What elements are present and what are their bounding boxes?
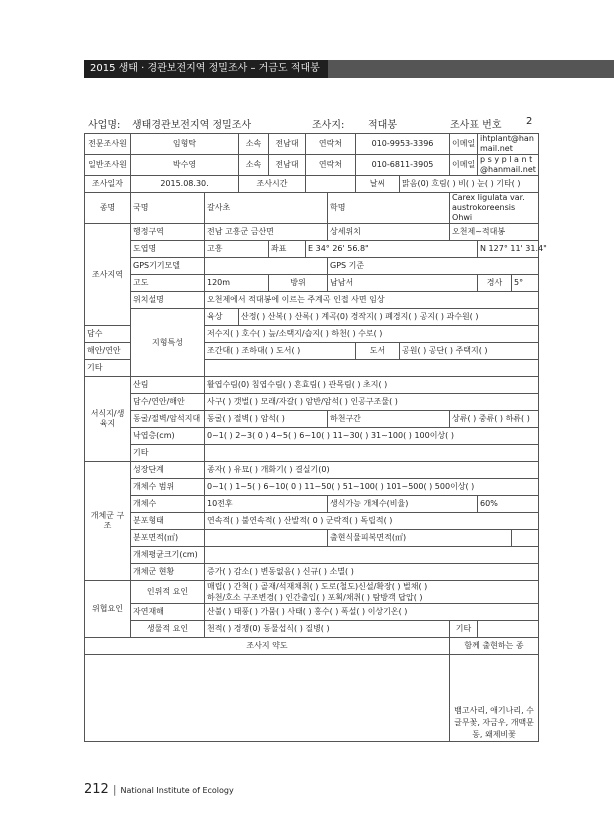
project-label: 사업명: bbox=[88, 120, 121, 131]
row-wet bbox=[85, 394, 539, 411]
form-no-value: 2 bbox=[526, 116, 533, 127]
area-label: 분포면적(㎡) bbox=[131, 530, 205, 547]
row-size bbox=[85, 547, 539, 564]
row-road bbox=[85, 241, 539, 258]
cave-value: 동굴( ) 절벽( ) 암석( ) bbox=[205, 411, 328, 428]
terrain-etc-value bbox=[205, 360, 539, 377]
weather-value: 맑음(0) 흐림( ) 비( ) 눈( ) 기타( ) bbox=[400, 176, 539, 193]
road-value: 고흥 bbox=[205, 241, 269, 258]
stream-label: 하천구간 bbox=[328, 411, 450, 428]
row-habitat-etc bbox=[85, 445, 539, 462]
land-label: 육상 bbox=[205, 309, 239, 326]
row-cave bbox=[85, 411, 539, 428]
row-gps bbox=[85, 258, 539, 275]
row-sketch bbox=[85, 655, 539, 742]
gps-ref-label: GPS 기준 bbox=[328, 258, 539, 275]
detail-value: 오천제~적대봉 bbox=[450, 224, 539, 241]
alt-value: 120m bbox=[205, 275, 269, 292]
row-human bbox=[85, 581, 539, 604]
kname-value: 갈사초 bbox=[205, 193, 328, 224]
project-value: 생태경관보전지역 정밀조사 bbox=[132, 120, 252, 131]
general-email-label: 이메일 bbox=[450, 155, 478, 176]
litter-label: 낙엽층(cm) bbox=[131, 428, 205, 445]
row-expert bbox=[85, 134, 539, 155]
cover-label: 출현식물피복면적(㎡) bbox=[328, 530, 512, 547]
row-admin bbox=[85, 224, 539, 241]
range-value: 0~1( ) 1~5( ) 6~10( 0 ) 11~50( ) 51~100( ) 101~500( ) 500이상( ) bbox=[205, 479, 539, 496]
bio-etc-value bbox=[478, 621, 539, 638]
range-label: 개체수 범위 bbox=[131, 479, 205, 496]
lat-value: E 34° 26' 56.8" bbox=[306, 241, 478, 258]
wet-value: 사구( ) 갯벌( ) 모래/자갈( ) 암반/암석( ) 인공구조물( ) bbox=[205, 394, 539, 411]
slope-value: 5° bbox=[512, 275, 539, 292]
row-species bbox=[85, 193, 539, 224]
human-value bbox=[205, 581, 539, 604]
dist-value: 연속적( ) 불연속적( ) 산발적( 0 ) 군락적( ) 독립적( ) bbox=[205, 513, 539, 530]
general-aff: 전남대 bbox=[269, 155, 306, 176]
footer bbox=[84, 782, 234, 797]
area-value bbox=[205, 530, 328, 547]
header-bar bbox=[84, 60, 614, 78]
sci-value: Carex ligulata var. austrokoreensis Ohwi bbox=[450, 193, 539, 224]
kname-label: 국명 bbox=[131, 193, 205, 224]
island-label: 도서 bbox=[356, 343, 400, 360]
count-label: 개체수 bbox=[131, 496, 205, 513]
header-title: 2015 생태 · 경관보전지역 정밀조사 – 거금도 적대봉 bbox=[84, 60, 328, 78]
dist-label: 분포형태 bbox=[131, 513, 205, 530]
site-group-label: 조사지역 bbox=[85, 224, 131, 326]
detail-label: 상세위치 bbox=[328, 224, 450, 241]
row-area bbox=[85, 530, 539, 547]
row-locdesc bbox=[85, 292, 539, 309]
expert-email-label: 이메일 bbox=[450, 134, 478, 155]
natural-value: 산불( ) 태풍( ) 가뭄( ) 사태( ) 홍수( ) 폭설( ) 이상기온( ) bbox=[205, 604, 539, 621]
time-label: 조사시간 bbox=[239, 176, 306, 193]
aspect-value: 남남서 bbox=[328, 275, 478, 292]
cave-label: 동굴/절벽/암석지대 bbox=[131, 411, 205, 428]
human-value-line2: 하천/호소 구조변경( ) 인간출입( ) 포획/채취( ) 탐방객 답압( ) bbox=[207, 593, 423, 602]
cooccur-label: 함께 출현하는 종 bbox=[450, 638, 539, 655]
size-label: 개체평균크기(cm) bbox=[131, 547, 205, 564]
general-label: 일반조사원 bbox=[85, 155, 131, 176]
row-natural bbox=[85, 604, 539, 621]
row-alt bbox=[85, 275, 539, 292]
stage-label: 성장단계 bbox=[131, 462, 205, 479]
row-forest bbox=[85, 377, 539, 394]
bio-etc-label: 기타 bbox=[450, 621, 478, 638]
lon-value: N 127° 11' 31.4" bbox=[478, 241, 539, 258]
site-label: 조사지: bbox=[312, 120, 345, 131]
status-label: 개체군 현황 bbox=[131, 564, 205, 581]
row-land bbox=[85, 309, 539, 326]
stream-value: 상류( ) 중류( ) 하류( ) bbox=[450, 411, 539, 428]
general-email: p s y p l a n t @hanmail.net bbox=[478, 155, 539, 176]
weather-label: 날씨 bbox=[356, 176, 400, 193]
general-phone: 010-6811-3905 bbox=[356, 155, 450, 176]
date-label: 조사일자 bbox=[85, 176, 131, 193]
land-value: 산정( ) 산복( ) 산록( ) 계곡(0) 경작지( ) 폐경지( ) 공지( ) 과수원( ) bbox=[239, 309, 539, 326]
threat-group-label: 위협요인 bbox=[85, 581, 131, 638]
date-value: 2015.08.30. bbox=[131, 176, 239, 193]
bio-value: 천적( ) 경쟁(0) 동물섭식( ) 질병( ) bbox=[205, 621, 450, 638]
size-value bbox=[205, 547, 539, 564]
row-general bbox=[85, 155, 539, 176]
general-aff-label: 소속 bbox=[239, 155, 269, 176]
expert-phone-label: 연락처 bbox=[306, 134, 356, 155]
sketch-area bbox=[85, 655, 450, 742]
status-value: 증가( ) 감소( ) 변동없음( ) 신규( ) 소멸( ) bbox=[205, 564, 539, 581]
fresh-value: 저수지( ) 호수( ) 늪/소택지/습지( ) 하천( ) 수로( ) bbox=[205, 326, 539, 343]
general-phone-label: 연락처 bbox=[306, 155, 356, 176]
page-number: 212 bbox=[84, 782, 109, 797]
row-bio bbox=[85, 621, 539, 638]
admin-value: 전남 고흥군 금산면 bbox=[205, 224, 328, 241]
expert-name: 임형탁 bbox=[131, 134, 239, 155]
coast-label: 해안/연안 bbox=[85, 343, 131, 360]
litter-value: 0~1( ) 2~3( 0 ) 4~5( ) 6~10( ) 11~30( ) 31~100( ) 100이상( ) bbox=[205, 428, 539, 445]
site-value: 적대봉 bbox=[368, 120, 397, 131]
row-dist bbox=[85, 513, 539, 530]
row-sketch-header bbox=[85, 638, 539, 655]
habitat-etc-label: 기타 bbox=[131, 445, 205, 462]
row-range bbox=[85, 479, 539, 496]
terrain-group-label: 지형특성 bbox=[131, 309, 205, 377]
count-value: 10전후 bbox=[205, 496, 328, 513]
road-label: 도엽명 bbox=[131, 241, 205, 258]
coast-value: 조간대( ) 조하대( ) 도서( ) bbox=[205, 343, 356, 360]
fresh-label: 담수 bbox=[85, 326, 131, 343]
habitat-etc-value bbox=[205, 445, 539, 462]
human-label: 인위적 요인 bbox=[131, 581, 205, 604]
stage-value: 종자( ) 유묘( ) 개화기( ) 결실기(0) bbox=[205, 462, 539, 479]
locdesc-value: 오천제에서 적대봉에 이르는 주계곡 인접 사면 임상 bbox=[205, 292, 539, 309]
time-value bbox=[306, 176, 356, 193]
footer-separator: | bbox=[112, 783, 117, 796]
species-label: 종명 bbox=[85, 193, 131, 224]
row-date bbox=[85, 176, 539, 193]
sketch-label: 조사지 약도 bbox=[85, 638, 450, 655]
row-count bbox=[85, 496, 539, 513]
natural-label: 자연재해 bbox=[131, 604, 205, 621]
aspect-label: 방위 bbox=[269, 275, 328, 292]
expert-email: ihtplant@hanmail.net bbox=[478, 134, 539, 155]
cooccur-value: 뱀고사리, 애기나리, 수글무꽃, 자금우, 개맥문동, 왜제비꽃 bbox=[450, 655, 539, 742]
sci-label: 학명 bbox=[328, 193, 450, 224]
expert-phone: 010-9953-3396 bbox=[356, 134, 450, 155]
general-name: 박수영 bbox=[131, 155, 239, 176]
repro-label: 생식가능 개체수(비율) bbox=[328, 496, 478, 513]
form-no-label: 조사표 번호 bbox=[450, 120, 502, 131]
bio-label: 생물적 요인 bbox=[131, 621, 205, 638]
row-stage bbox=[85, 462, 539, 479]
habitat-group-label: 서식지/생육지 bbox=[85, 377, 131, 462]
row-litter bbox=[85, 428, 539, 445]
coord-label: 좌표 bbox=[269, 241, 306, 258]
human-value-line1: 매립( ) 간척( ) 골재/석재채취( ) 도로(철도)신설/확장( ) 벌채( ) bbox=[207, 582, 428, 591]
slope-label: 경사 bbox=[478, 275, 512, 292]
cover-value bbox=[512, 530, 539, 547]
wet-label: 담수/연안/해안 bbox=[131, 394, 205, 411]
alt-label: 고도 bbox=[131, 275, 205, 292]
forest-value: 활엽수림(0) 침엽수림( ) 혼효림( ) 관목림( ) 초지( ) bbox=[205, 377, 539, 394]
admin-label: 행정구역 bbox=[131, 224, 205, 241]
forest-label: 산림 bbox=[131, 377, 205, 394]
institute-name: National Institute of Ecology bbox=[120, 786, 234, 795]
locdesc-label: 위치설명 bbox=[131, 292, 205, 309]
expert-label: 전문조사원 bbox=[85, 134, 131, 155]
survey-form-table bbox=[84, 133, 547, 742]
gps-model-label: GPS기기모델 bbox=[131, 258, 205, 275]
row-status bbox=[85, 564, 539, 581]
repro-value: 60% bbox=[478, 496, 539, 513]
terrain-etc-label: 기타 bbox=[85, 360, 131, 377]
pop-group-label: 개체군 구조 bbox=[85, 462, 131, 581]
coast-value2: 공원( ) 공단( ) 주택지( ) bbox=[400, 343, 539, 360]
expert-aff-label: 소속 bbox=[239, 134, 269, 155]
gps-model-value bbox=[205, 258, 328, 275]
expert-aff: 전남대 bbox=[269, 134, 306, 155]
